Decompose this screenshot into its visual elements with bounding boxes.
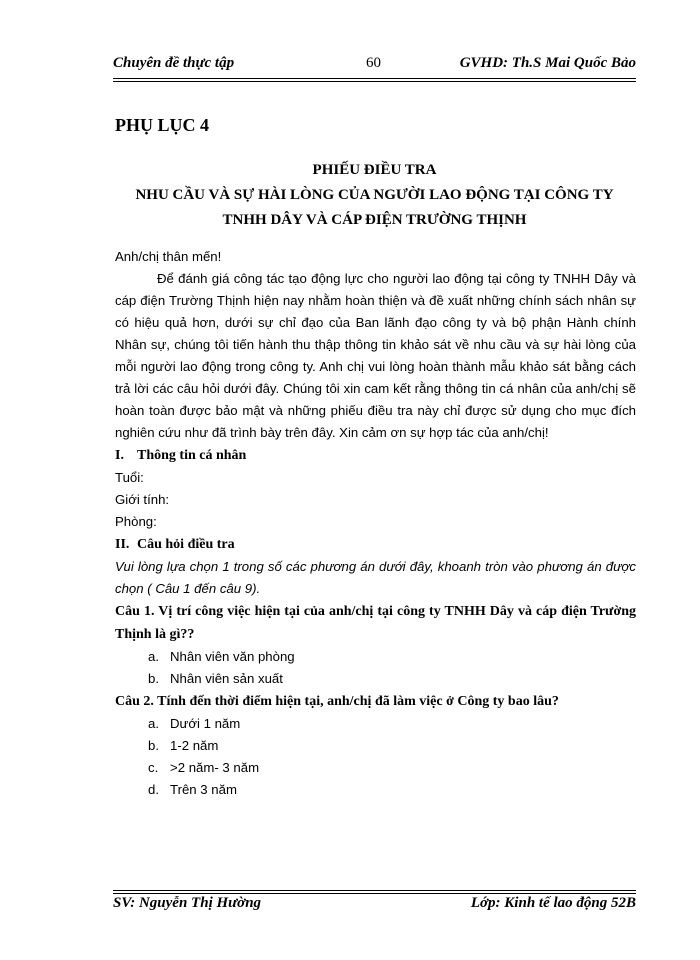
section-number: II. bbox=[115, 537, 130, 552]
section-title: Câu hỏi điều tra bbox=[137, 537, 235, 552]
footer-class: Lớp: Kinh tế lao động 52B bbox=[470, 895, 636, 911]
question-2: Câu 2. Tính đến thời điểm hiện tại, anh/chị đã làm việc ở Công ty bao lâu? bbox=[115, 694, 559, 709]
page-number: 60 bbox=[366, 55, 381, 71]
footer-student: SV: Nguyễn Thị Hường bbox=[113, 895, 262, 911]
field-department: Phòng: bbox=[115, 514, 157, 529]
document-body bbox=[115, 246, 636, 801]
section-title: Thông tin cá nhân bbox=[137, 448, 247, 463]
header-divider bbox=[113, 78, 636, 82]
option-item bbox=[148, 713, 636, 735]
intro-paragraph: Để đánh giá công tác tạo động lực cho người lao động tại công ty TNHH Dây và cáp điện Trường Thịnh hiện nay nhằm hoàn thiện và đề xuất những chính sách nhân sự có hiệu quả hơn, dưới sự chỉ đạo của Ban lãnh đạo công ty và bộ phận Hành chính Nhân sự, chúng tôi tiến hành thu thập thông tin khảo sát về nhu cầu và sự hài lòng của mỗi người lao động trong công ty. Anh chị vui lòng hoàn thành mẫu khảo sát bằng cách trả lời các câu hỏi dưới đây. Chúng tôi xin cam kết rằng thông tin cá nhân của anh/chị sẽ hoàn toàn được bảo mật và những phiếu điều tra này chỉ được sử dụng cho mục đích nghiên cứu như đã trình bày trên đây. Xin cảm ơn sự hợp tác của anh/chị! bbox=[115, 271, 636, 440]
option-item bbox=[148, 668, 636, 690]
option-letter: d. bbox=[148, 782, 159, 797]
option-letter: a. bbox=[148, 716, 159, 731]
greeting: Anh/chị thân mến! bbox=[115, 249, 222, 264]
option-text: >2 năm- 3 năm bbox=[170, 760, 260, 775]
survey-title bbox=[113, 158, 636, 233]
option-letter: b. bbox=[148, 671, 159, 686]
field-age: Tuổi: bbox=[115, 470, 144, 485]
option-item bbox=[148, 779, 636, 801]
option-letter: b. bbox=[148, 738, 159, 753]
section-number: I. bbox=[115, 448, 124, 463]
question-1: Câu 1. Vị trí công việc hiện tại của anh/chị tại công ty TNHH Dây và cáp điện Trường Thịnh là gì?? bbox=[115, 604, 636, 642]
option-text: Nhân viên văn phòng bbox=[170, 649, 295, 664]
option-text: 1-2 năm bbox=[170, 738, 219, 753]
footer-divider bbox=[113, 890, 636, 894]
option-text: Nhân viên sản xuất bbox=[170, 671, 283, 686]
option-text: Dưới 1 năm bbox=[170, 716, 241, 731]
option-letter: c. bbox=[148, 760, 159, 775]
option-item bbox=[148, 757, 636, 779]
section-personal-info-heading bbox=[115, 444, 636, 467]
option-item bbox=[148, 646, 636, 668]
survey-title-line-1: PHIẾU ĐIỀU TRA bbox=[312, 162, 437, 178]
option-letter: a. bbox=[148, 649, 159, 664]
option-item bbox=[148, 735, 636, 757]
header-advisor: GVHD: Th.S Mai Quốc Bảo bbox=[459, 55, 636, 71]
instruction-text: Vui lòng lựa chọn 1 trong số các phương án dưới đây, khoanh tròn vào phương án được chọn ( Câu 1 đến câu 9). bbox=[115, 559, 636, 596]
header-subject: Chuyên đề thực tập bbox=[113, 55, 235, 71]
survey-title-line-2: NHU CẦU VÀ SỰ HÀI LÒNG CỦA NGƯỜI LAO ĐỘNG TẠI CÔNG TY bbox=[135, 187, 614, 203]
appendix-title: PHỤ LỤC 4 bbox=[115, 115, 209, 135]
section-questions-heading bbox=[115, 533, 636, 556]
field-gender: Giới tính: bbox=[115, 492, 170, 507]
survey-title-line-3: TNHH DÂY VÀ CÁP ĐIỆN TRƯỜNG THỊNH bbox=[222, 212, 527, 228]
option-text: Trên 3 năm bbox=[170, 782, 237, 797]
